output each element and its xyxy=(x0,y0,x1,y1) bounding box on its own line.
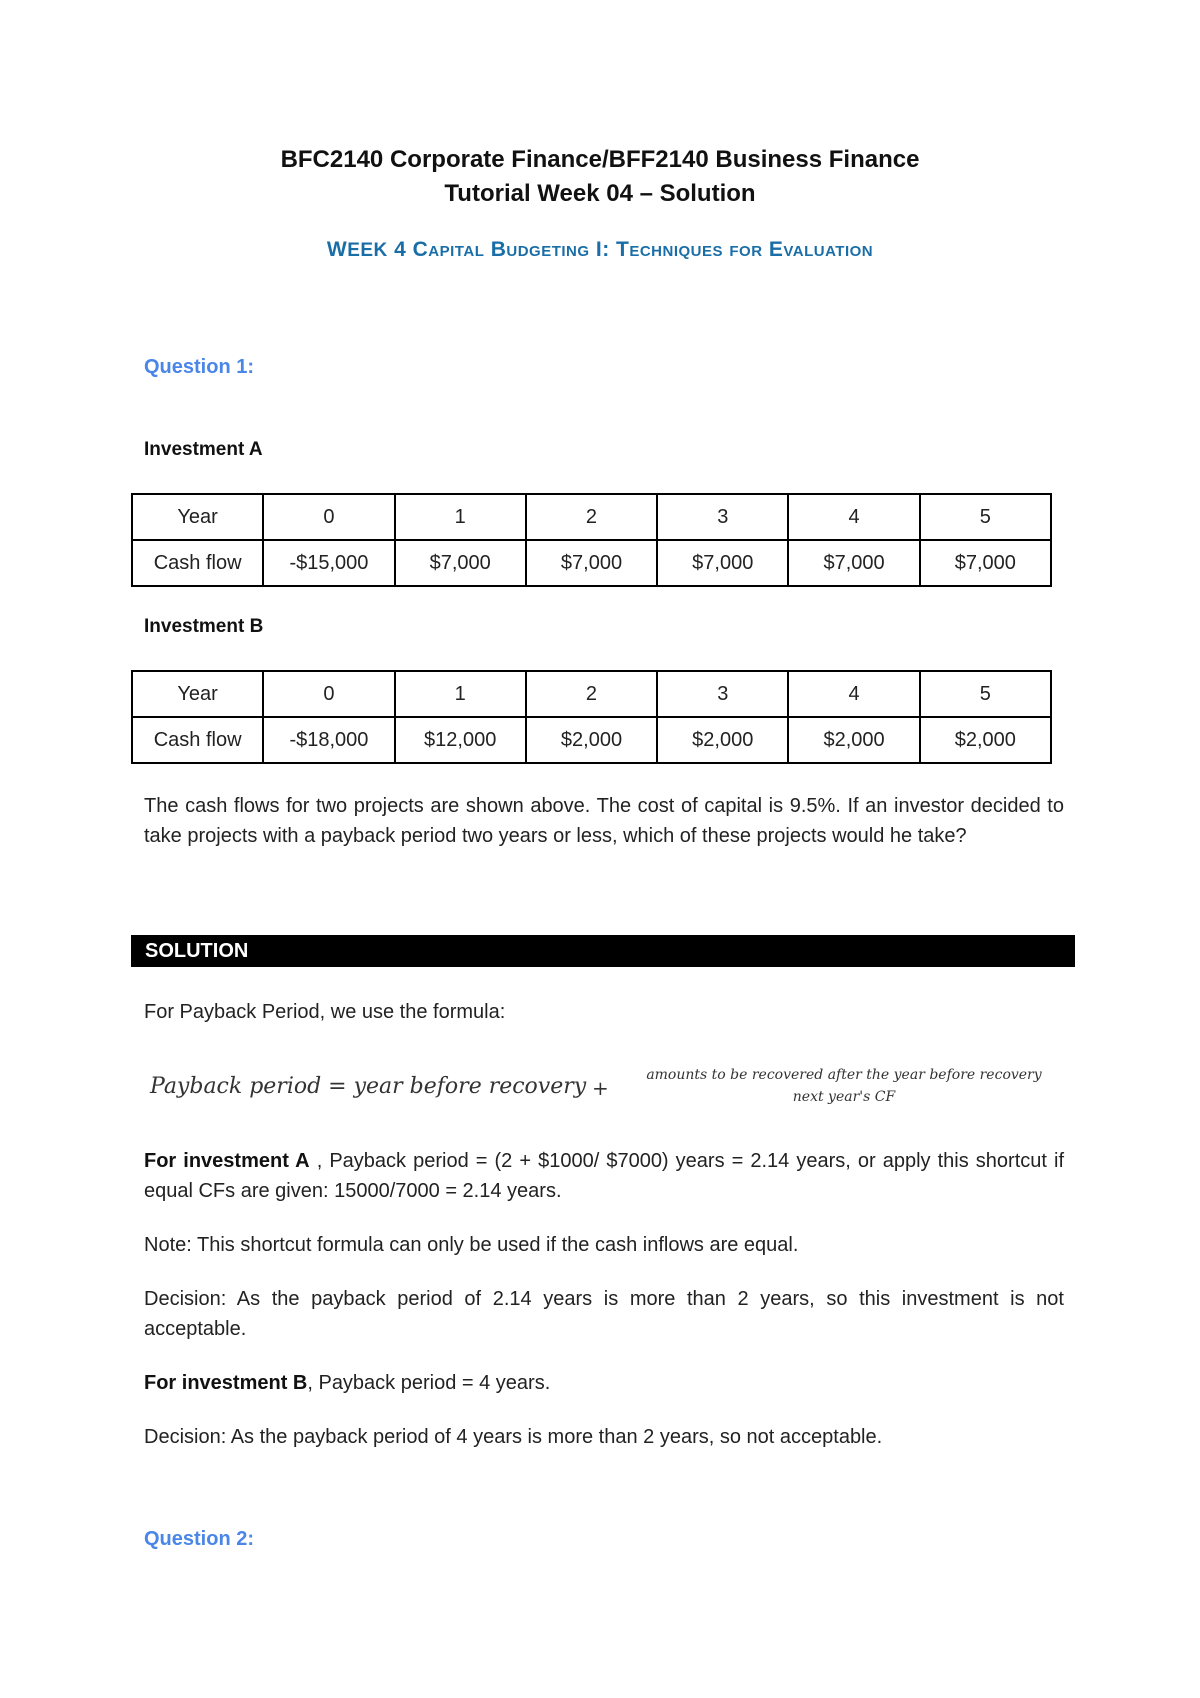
investment-b-solution-text: , Payback period = 4 years. xyxy=(307,1372,551,1394)
table-cell: $7,000 xyxy=(395,540,526,586)
formula-numerator: amounts to be recovered after the year before recovery xyxy=(646,1067,1042,1083)
investment-b-label: Investment B xyxy=(144,616,264,637)
investment-a-solution-text: , Payback period = (2 + $1000/ $7000) years = 2.14 years, or apply this shortcut if equal CFs are given: 15000/7000 = 2.14 years. xyxy=(144,1150,1065,1202)
formula-fraction xyxy=(618,1064,1070,1108)
table-cell: 3 xyxy=(657,494,788,540)
investment-a-solution xyxy=(144,1146,1064,1206)
question-1-text: The cash flows for two projects are shown above. The cost of capital is 9.5%. If an investor decided to take projects with a payback period two years or less, which of these projects would he take? xyxy=(144,795,1064,847)
table-cell: $2,000 xyxy=(526,717,657,763)
solution-bar: SOLUTION xyxy=(131,935,1075,967)
investment-b-solution-label: For investment B xyxy=(144,1372,308,1394)
formula-intro: For Payback Period, we use the formula: xyxy=(144,1001,506,1023)
investment-b-table xyxy=(131,670,1052,764)
table-row-year xyxy=(132,671,1051,717)
investment-a-decision: Decision: As the payback period of 2.14 years is more than 2 years, so this investment is not acceptable. xyxy=(144,1288,1064,1340)
table-cell: $2,000 xyxy=(657,717,788,763)
table-cell: -$15,000 xyxy=(263,540,394,586)
table-row-cash-flow xyxy=(132,717,1051,763)
table-cell: 3 xyxy=(657,671,788,717)
table-cell: 4 xyxy=(788,494,919,540)
question-1-heading: Question 1: xyxy=(144,356,255,378)
table-cell: 2 xyxy=(526,671,657,717)
investment-a-label: Investment A xyxy=(144,439,263,460)
formula-plus: + xyxy=(592,1076,609,1100)
investment-a-solution-label: For investment A xyxy=(144,1150,310,1172)
investment-b-decision: Decision: As the payback period of 4 years is more than 2 years, so not acceptable. xyxy=(144,1426,883,1448)
table-cell-header: Year xyxy=(132,671,263,717)
week-heading xyxy=(0,238,1200,262)
table-row-year xyxy=(132,494,1051,540)
document-subtitle: Tutorial Week 04 – Solution xyxy=(444,180,756,207)
table-cell: 5 xyxy=(920,494,1051,540)
table-cell-header: Cash flow xyxy=(132,717,263,763)
week-heading-w: W xyxy=(326,238,348,261)
table-cell: 4 xyxy=(788,671,919,717)
table-cell: -$18,000 xyxy=(263,717,394,763)
table-cell: $7,000 xyxy=(526,540,657,586)
table-cell: 0 xyxy=(263,671,394,717)
table-cell: $7,000 xyxy=(788,540,919,586)
table-cell: $2,000 xyxy=(788,717,919,763)
week-heading-eek: EEK xyxy=(347,240,388,261)
table-cell: 5 xyxy=(920,671,1051,717)
document-title: BFC2140 Corporate Finance/BFF2140 Business Finance xyxy=(280,146,920,173)
week-heading-number: 4 xyxy=(394,238,407,261)
table-cell: 2 xyxy=(526,494,657,540)
table-cell: $2,000 xyxy=(920,717,1051,763)
table-cell: $7,000 xyxy=(657,540,788,586)
week-heading-topic: Capital Budgeting I: Techniques for Evaluation xyxy=(412,238,874,261)
table-row-cash-flow xyxy=(132,540,1051,586)
table-cell: 0 xyxy=(263,494,394,540)
formula-lhs: Payback period = year before recovery xyxy=(150,1074,587,1099)
table-cell: 1 xyxy=(395,494,526,540)
table-cell-header: Cash flow xyxy=(132,540,263,586)
shortcut-note: Note: This shortcut formula can only be used if the cash inflows are equal. xyxy=(144,1234,799,1256)
formula-denominator: next year's CF xyxy=(792,1089,896,1105)
table-cell: $12,000 xyxy=(395,717,526,763)
payback-formula xyxy=(150,1064,1070,1124)
investment-b-solution xyxy=(144,1368,1064,1398)
investment-a-table xyxy=(131,493,1052,587)
table-cell-header: Year xyxy=(132,494,263,540)
table-cell: $7,000 xyxy=(920,540,1051,586)
question-2-heading: Question 2: xyxy=(144,1528,255,1550)
table-cell: 1 xyxy=(395,671,526,717)
